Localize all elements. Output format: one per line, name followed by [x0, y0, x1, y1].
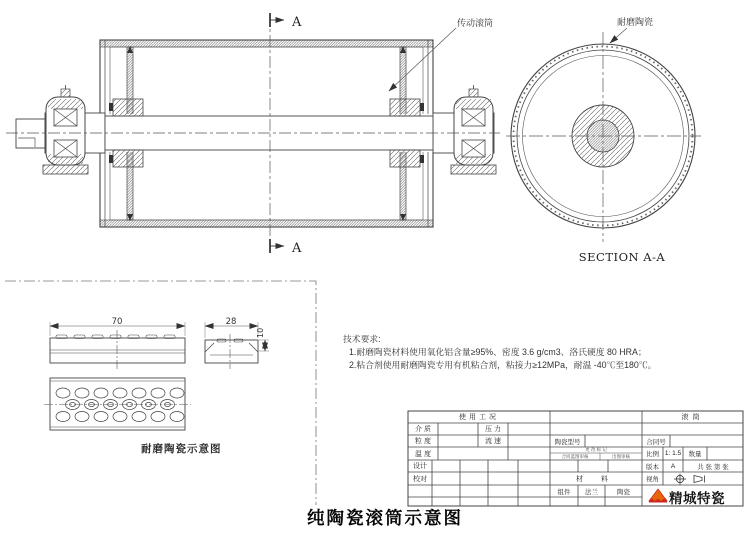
page-title: 纯陶瓷滚筒示意图 [307, 508, 463, 528]
drawing-review-label: 出图审核 [612, 453, 630, 459]
pressure-label: 压 力 [485, 426, 501, 433]
section-title: SECTION A-A [578, 250, 666, 264]
granularity-label: 粒 度 [415, 438, 431, 445]
company-logo-text: 精城特瓷 [669, 491, 725, 506]
tech-requirements [343, 333, 747, 372]
section-view [506, 32, 701, 264]
tech-requirement-item: 1.耐磨陶瓷材料使用氧化铝含量≥95%、密度 3.6 g/cm3、洛氏硬度 80 HRA； [349, 347, 647, 357]
dim-28: 28 [225, 317, 237, 327]
bearing-right [451, 85, 496, 174]
design-label: 设计 [413, 463, 427, 470]
ceramic-label: 陶瓷 [617, 488, 630, 496]
dim-10: 10 [256, 327, 265, 338]
revision-row-label: 更 改 标 记 [585, 447, 607, 452]
tile-strip-top-view [44, 378, 191, 430]
section-marker-top: A [292, 15, 302, 30]
contract-no-label: 合同号 [646, 438, 666, 446]
tech-requirements-heading: 技术要求: [343, 334, 381, 344]
product-name: 滚筒 [681, 414, 704, 421]
dim-70: 70 [111, 317, 123, 327]
tile-strip-side-view [50, 317, 185, 371]
version-label: 版本 [646, 463, 659, 471]
bearing-left [43, 85, 88, 174]
ceramic-model-label: 陶瓷型号 [554, 438, 581, 446]
temperature-label: 温 度 [415, 450, 431, 458]
check-label: 校对 [413, 475, 427, 483]
component-label: 组件 [557, 488, 571, 496]
drive-roller-label: 传动滚筒 [457, 18, 494, 28]
leader-wear-ceramic [610, 28, 627, 43]
flow-label: 流 速 [485, 438, 501, 445]
usage-header: 使用工况 [459, 414, 499, 421]
wear-ceramic-label: 耐磨陶瓷 [617, 17, 654, 27]
qty-label: 数量 [688, 451, 702, 458]
medium-label: 介 质 [415, 426, 431, 433]
section-marker-bottom: A [292, 241, 302, 256]
tile-side-view [205, 317, 269, 369]
company-logo-icon [647, 487, 669, 503]
detail-caption: 耐磨陶瓷示意图 [141, 443, 222, 455]
contract-review-label: 合同蓝图审核 [561, 453, 589, 459]
material-header: 材 料 [576, 475, 616, 483]
version-value: A [670, 462, 676, 470]
projection-symbol-icon [668, 473, 738, 485]
view-angle-label: 视角 [646, 476, 659, 483]
tech-requirement-item: 2.粘合剂使用耐磨陶瓷专用有机粘合剂，粘接力≥12MPa，耐温 -40℃至180℃。 [349, 360, 657, 370]
detail-views [5, 281, 316, 505]
scale-label: 比例 [646, 451, 659, 458]
sheets-label: 共 张 第 张 [697, 463, 729, 471]
flange-label: 法兰 [585, 488, 598, 496]
scale-value: 1: 1.5 [664, 450, 682, 457]
